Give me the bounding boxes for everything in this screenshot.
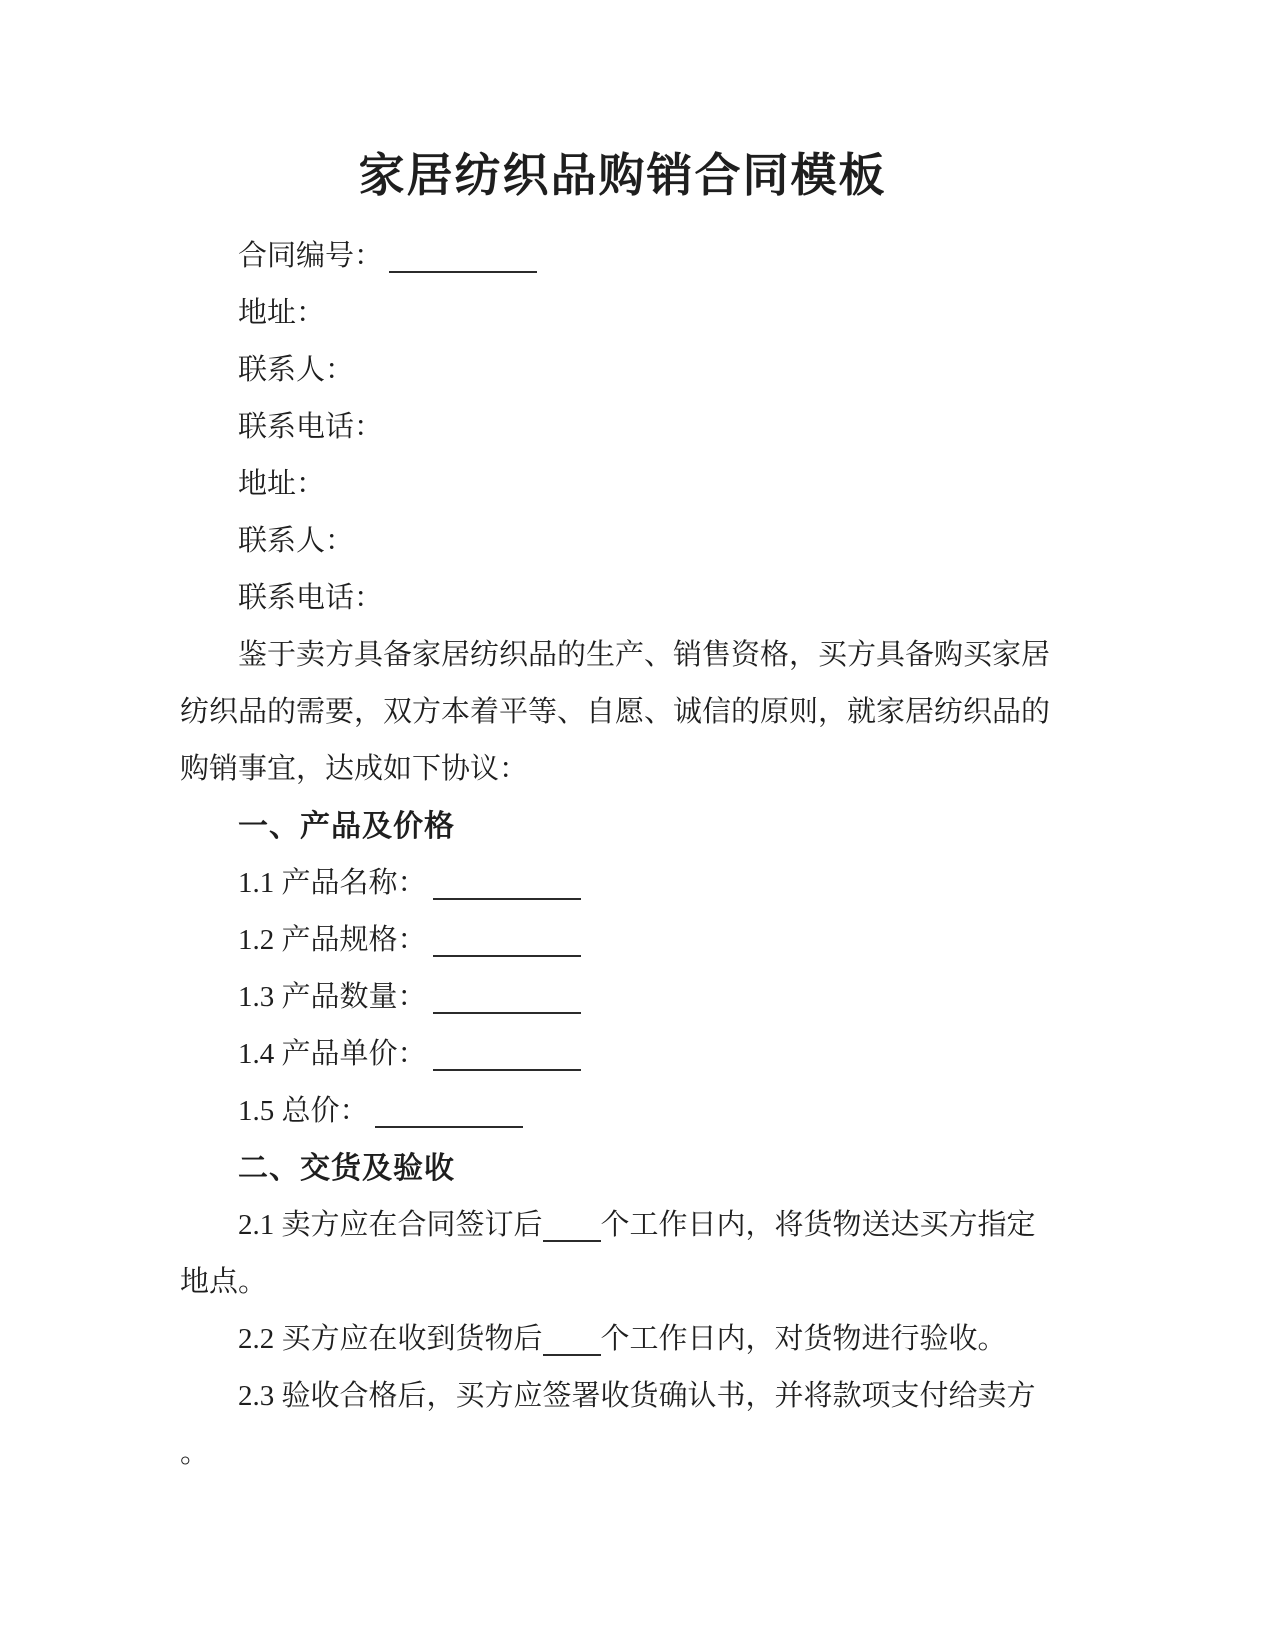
contact-person-1-label: 联系人：: [238, 354, 355, 386]
item-1-3-blank: [433, 986, 581, 1014]
field-contract-number: [180, 228, 1065, 285]
field-contact-phone-2: [180, 570, 1065, 627]
clause-2-2-pre: 2.2 买方应在收到货物后: [238, 1323, 543, 1355]
clause-2-1: [180, 1197, 1065, 1254]
field-address-2: [180, 456, 1065, 513]
item-1-5: [180, 1083, 1065, 1140]
address-1-label: 地址：: [238, 297, 326, 329]
item-1-1-label: 1.1 产品名称：: [238, 867, 427, 899]
item-1-4-blank: [433, 1043, 581, 1071]
item-1-3-label: 1.3 产品数量：: [238, 981, 427, 1013]
item-1-2-blank: [433, 929, 581, 957]
clause-2-1-continuation: 地点。: [180, 1266, 268, 1298]
clause-2-1-pre: 2.1 卖方应在合同签订后: [238, 1209, 543, 1241]
address-2-label: 地址：: [238, 468, 326, 500]
contract-number-label: 合同编号：: [238, 240, 384, 272]
item-1-5-blank: [375, 1100, 523, 1128]
field-contact-phone-1: [180, 399, 1065, 456]
item-1-4-label: 1.4 产品单价：: [238, 1038, 427, 1070]
field-contact-person-2: [180, 513, 1065, 570]
preamble-line-1: 鉴于卖方具备家居纺织品的生产、销售资格，买方具备购买家居: [238, 639, 1051, 671]
preamble-line-2: 纺织品的需要，双方本着平等、自愿、诚信的原则，就家居纺织品的: [180, 696, 1051, 728]
item-1-1: [180, 855, 1065, 912]
clause-2-2: [180, 1311, 1065, 1368]
section-1-heading: 一、产品及价格: [238, 810, 455, 843]
preamble-line-3: 购销事宜，达成如下协议：: [180, 753, 529, 785]
field-address-1: [180, 285, 1065, 342]
contract-number-blank: [389, 245, 537, 273]
clause-2-1-post: 个工作日内，将货物送达买方指定: [600, 1209, 1036, 1241]
clause-2-1-blank: [543, 1214, 601, 1242]
item-1-2-label: 1.2 产品规格：: [238, 924, 427, 956]
item-1-5-label: 1.5 总价：: [238, 1095, 369, 1127]
contact-phone-2-label: 联系电话：: [238, 582, 384, 614]
document-body: [180, 228, 1065, 1482]
clause-2-3: 2.3 验收合格后，买方应签署收货确认书，并将款项支付给卖方: [238, 1380, 1036, 1412]
clause-2-2-blank: [543, 1328, 601, 1356]
item-1-2: [180, 912, 1065, 969]
item-1-1-blank: [433, 872, 581, 900]
contact-person-2-label: 联系人：: [238, 525, 355, 557]
clause-2-3-continuation: 。: [180, 1437, 210, 1469]
item-1-4: [180, 1026, 1065, 1083]
contact-phone-1-label: 联系电话：: [238, 411, 384, 443]
document-title: 家居纺织品购销合同模板: [358, 150, 887, 201]
item-1-3: [180, 969, 1065, 1026]
field-contact-person-1: [180, 342, 1065, 399]
clause-2-2-post: 个工作日内，对货物进行验收。: [600, 1323, 1007, 1355]
section-2-heading: 二、交货及验收: [238, 1152, 455, 1185]
